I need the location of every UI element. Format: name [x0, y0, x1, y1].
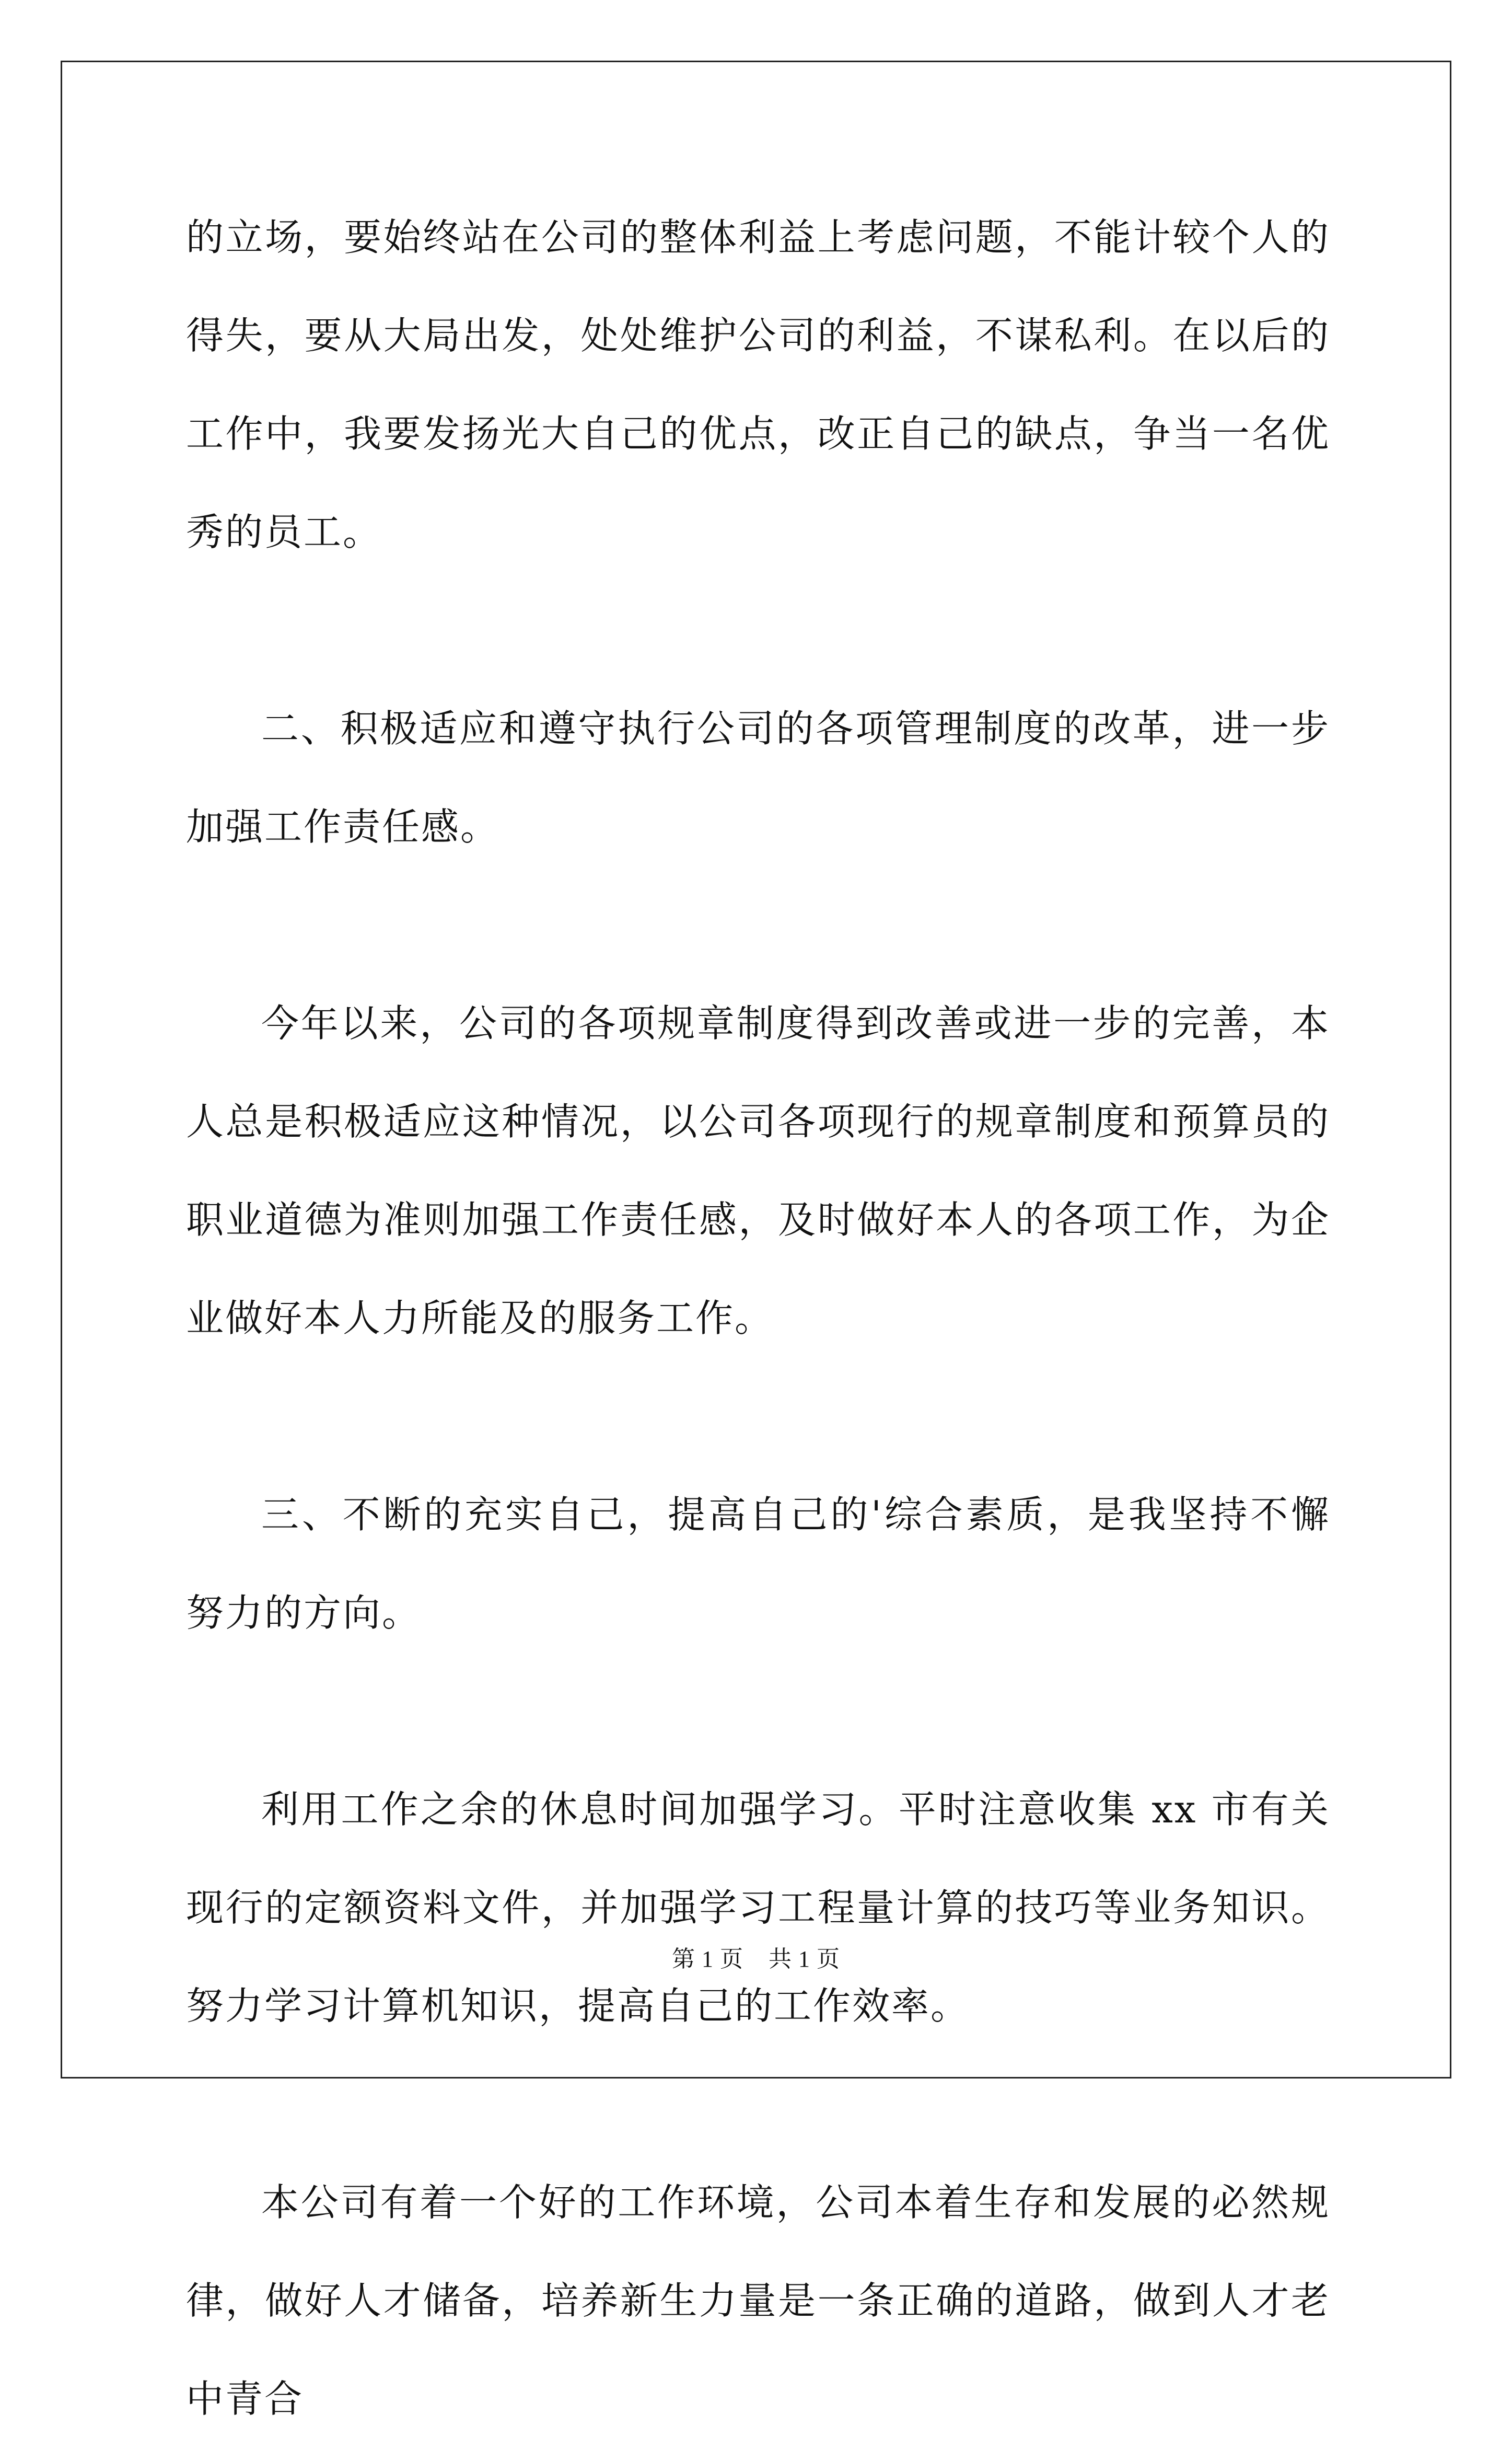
paragraph-6: 本公司有着一个好的工作环境，公司本着生存和发展的必然规律，做好人才储备，培养新生力量是一条正确的道路，做到人才老中青合 — [186, 2180, 1330, 2421]
paragraph-3: 今年以来，公司的各项规章制度得到改善或进一步的完善，本人总是积极适应这种情况，以公司各项现行的规章制度和预算员的职业道德为准则加强工作责任感，及时做好本人的各项工作，为企业做好本人力所能及的服务工作。 — [186, 1001, 1330, 1340]
page-total: 共 1 页 — [769, 1946, 840, 1972]
page-footer — [0, 1940, 1512, 1973]
page-number: 第 1 页 — [672, 1946, 743, 1972]
paragraph-5: 利用工作之余的休息时间加强学习。平时注意收集 xx 市有关现行的定额资料文件，并加强学习工程量计算的技巧等业务知识。努力学习计算机知识，提高自己的工作效率。 — [186, 1787, 1330, 2028]
paragraph-2: 二、积极适应和遵守执行公司的各项管理制度的改革，进一步加强工作责任感。 — [186, 707, 1330, 849]
document-body — [186, 188, 1330, 2448]
paragraph-1: 的立场，要始终站在公司的整体利益上考虑问题，不能计较个人的得失，要从大局出发，处处维护公司的利益，不谋私利。在以后的工作中，我要发扬光大自己的优点，改正自己的缺点，争当一名优秀的员工。 — [186, 215, 1330, 554]
paragraph-4: 三、不断的充实自己，提高自己的'综合素质，是我坚持不懈努力的方向。 — [186, 1493, 1330, 1635]
